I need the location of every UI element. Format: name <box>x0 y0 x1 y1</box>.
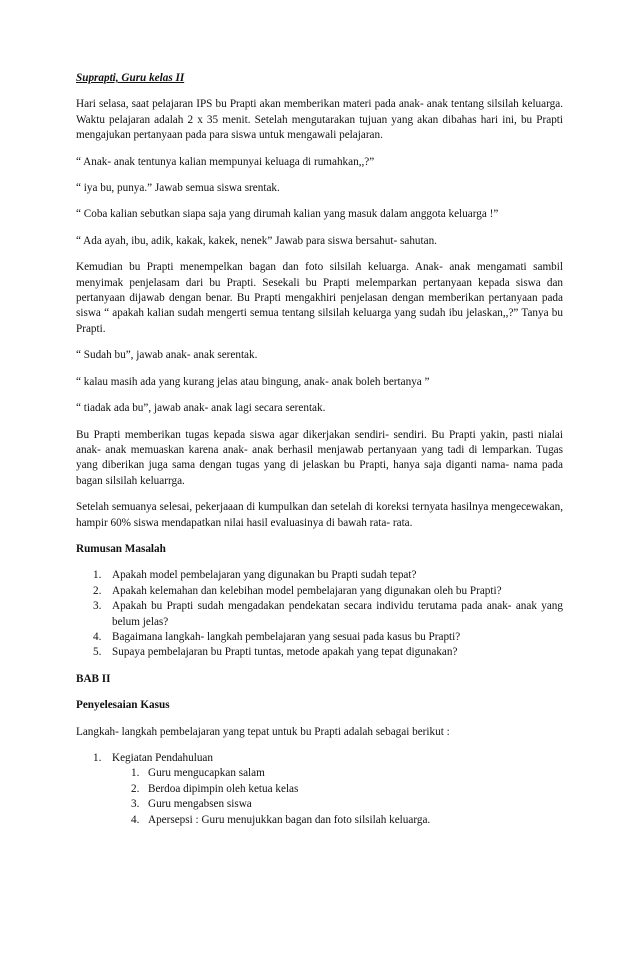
step-label: Kegiatan Pendahuluan <box>112 752 213 764</box>
list-item-text: Apakah model pembelajaran yang digunakan bu Prapti sudah tepat? <box>112 569 417 582</box>
list-number: 5. <box>93 646 102 659</box>
list-item-text: Bagaimana langkah- langkah pembelajaran yang sesuai pada kasus bu Prapti? <box>112 630 461 643</box>
bab-heading: BAB II <box>76 672 111 685</box>
list-item-text: Supaya pembelajaran bu Prapti tuntas, metode apakah yang tepat digunakan? <box>112 646 458 659</box>
steps-list <box>76 751 563 766</box>
paragraph-dialog-3: “ Coba kalian sebutkan siapa saja yang dirumah kalian yang masuk dalam anggota keluarga !” <box>76 208 499 221</box>
paragraph-dialog-5: “ Sudah bu”, jawab anak- anak serentak. <box>76 349 258 362</box>
paragraph-dialog-7: “ tiadak ada bu”, jawab anak- anak lagi secara serentak. <box>76 402 326 415</box>
paragraph-task: Bu Prapti memberikan tugas kepada siswa agar dikerjakan sendiri- sendiri. Bu Prapti yakin, pasti nialai anak- anak memuaskan karena anak- anak berhasil menjawab pertanyaan yang tadi di lemparkan. Tugas yang diberikan juga sama dengan tugas yang di jelaskan bu Prapti, hanya saja diganti nama- nama pada bagan silsilah keluarrga. <box>76 428 563 487</box>
list-item <box>76 797 563 812</box>
paragraph-dialog-4: “ Ada ayah, ibu, adik, kakak, kakek, nenek” Jawab para siswa bersahut- sahutan. <box>76 234 437 247</box>
list-item <box>76 766 563 781</box>
paragraph-dialog-6: “ kalau masih ada yang kurang jelas atau bingung, anak- anak boleh bertanya ” <box>76 375 430 388</box>
list-item <box>76 813 563 828</box>
penyelesaian-heading: Penyelesaian Kasus <box>76 699 170 712</box>
list-number: 1. <box>93 752 102 764</box>
list-number: 4. <box>93 630 102 643</box>
list-number: 1. <box>93 569 102 582</box>
list-item-text: Guru mengabsen siswa <box>148 798 252 811</box>
list-item <box>76 599 563 630</box>
document-page <box>76 71 563 828</box>
list-item <box>76 782 563 797</box>
list-number: 4. <box>131 813 140 826</box>
list-item-text: Apakah kelemahan dan kelebihan model pembelajaran yang digunakan oleh bu Prapti? <box>112 584 502 597</box>
list-item-text: Apakah bu Prapti sudah mengadakan pendekatan secara individu terutama pada anak- anak yang belum jelas? <box>112 600 563 628</box>
penyelesaian-intro: Langkah- langkah pembelajaran yang tepat untuk bu Prapti adalah sebagai berikut : <box>76 725 450 738</box>
document-title: Suprapti, Guru kelas II <box>76 72 185 84</box>
paragraph-explanation: Kemudian bu Prapti menempelkan bagan dan foto silsilah keluarga. Anak- anak mengamati sambil menyimak penjelasam dari bu Prapti. Sesekali bu Prapti melemparkan pertanyaan kepada siswa dan pertanyaan dijawab dengan benar. Bu Prapti mengakhiri penjelasan dengan memberikan pertanyaan pada siswa “ apakah kalian sudah mengerti semua tentang silsilah keluarga yang sudah ibu jelaskan,,?” Tanya bu Prapti. <box>76 261 563 335</box>
list-number: 3. <box>131 798 140 811</box>
list-number: 1. <box>131 767 140 780</box>
list-item <box>76 751 563 766</box>
paragraph-dialog-2: “ iya bu, punya.” Jawab semua siswa srentak. <box>76 182 280 195</box>
paragraph-intro: Hari selasa, saat pelajaran IPS bu Prapti akan memberikan materi pada anak- anak tentang silsilah keluarga. Waktu pelajaran adalah 2 x 35 menit. Setelah mengutarakan tujuan yang akan dibahas hari ini, bu Prapti mengajukan pertanyaan pada para siswa untuk mengawali pelajaran. <box>76 98 563 142</box>
paragraph-dialog-1: “ Anak- anak tentunya kalian mempunyai keluaga di rumahkan,,?” <box>76 155 375 168</box>
list-item-text: Apersepsi : Guru menujukkan bagan dan foto silsilah keluarga. <box>148 813 431 826</box>
list-item <box>76 645 563 660</box>
rumusan-list <box>76 568 563 660</box>
rumusan-heading: Rumusan Masalah <box>76 542 166 555</box>
list-number: 3. <box>93 600 102 613</box>
list-number: 2. <box>93 584 102 597</box>
list-number: 2. <box>131 782 140 795</box>
sub-steps-list <box>76 766 563 828</box>
list-item <box>76 568 563 583</box>
list-item-text: Berdoa dipimpin oleh ketua kelas <box>148 782 299 795</box>
list-item-text: Guru mengucapkan salam <box>148 767 265 780</box>
list-item <box>76 630 563 645</box>
list-item <box>76 584 563 599</box>
paragraph-result: Setelah semuanya selesai, pekerjaaan di kumpulkan dan setelah di koreksi ternyata hasilnya mengecewakan, hampir 60% siswa mendapatkan nilai hasil evaluasinya di bawah rata- rata. <box>76 501 563 529</box>
